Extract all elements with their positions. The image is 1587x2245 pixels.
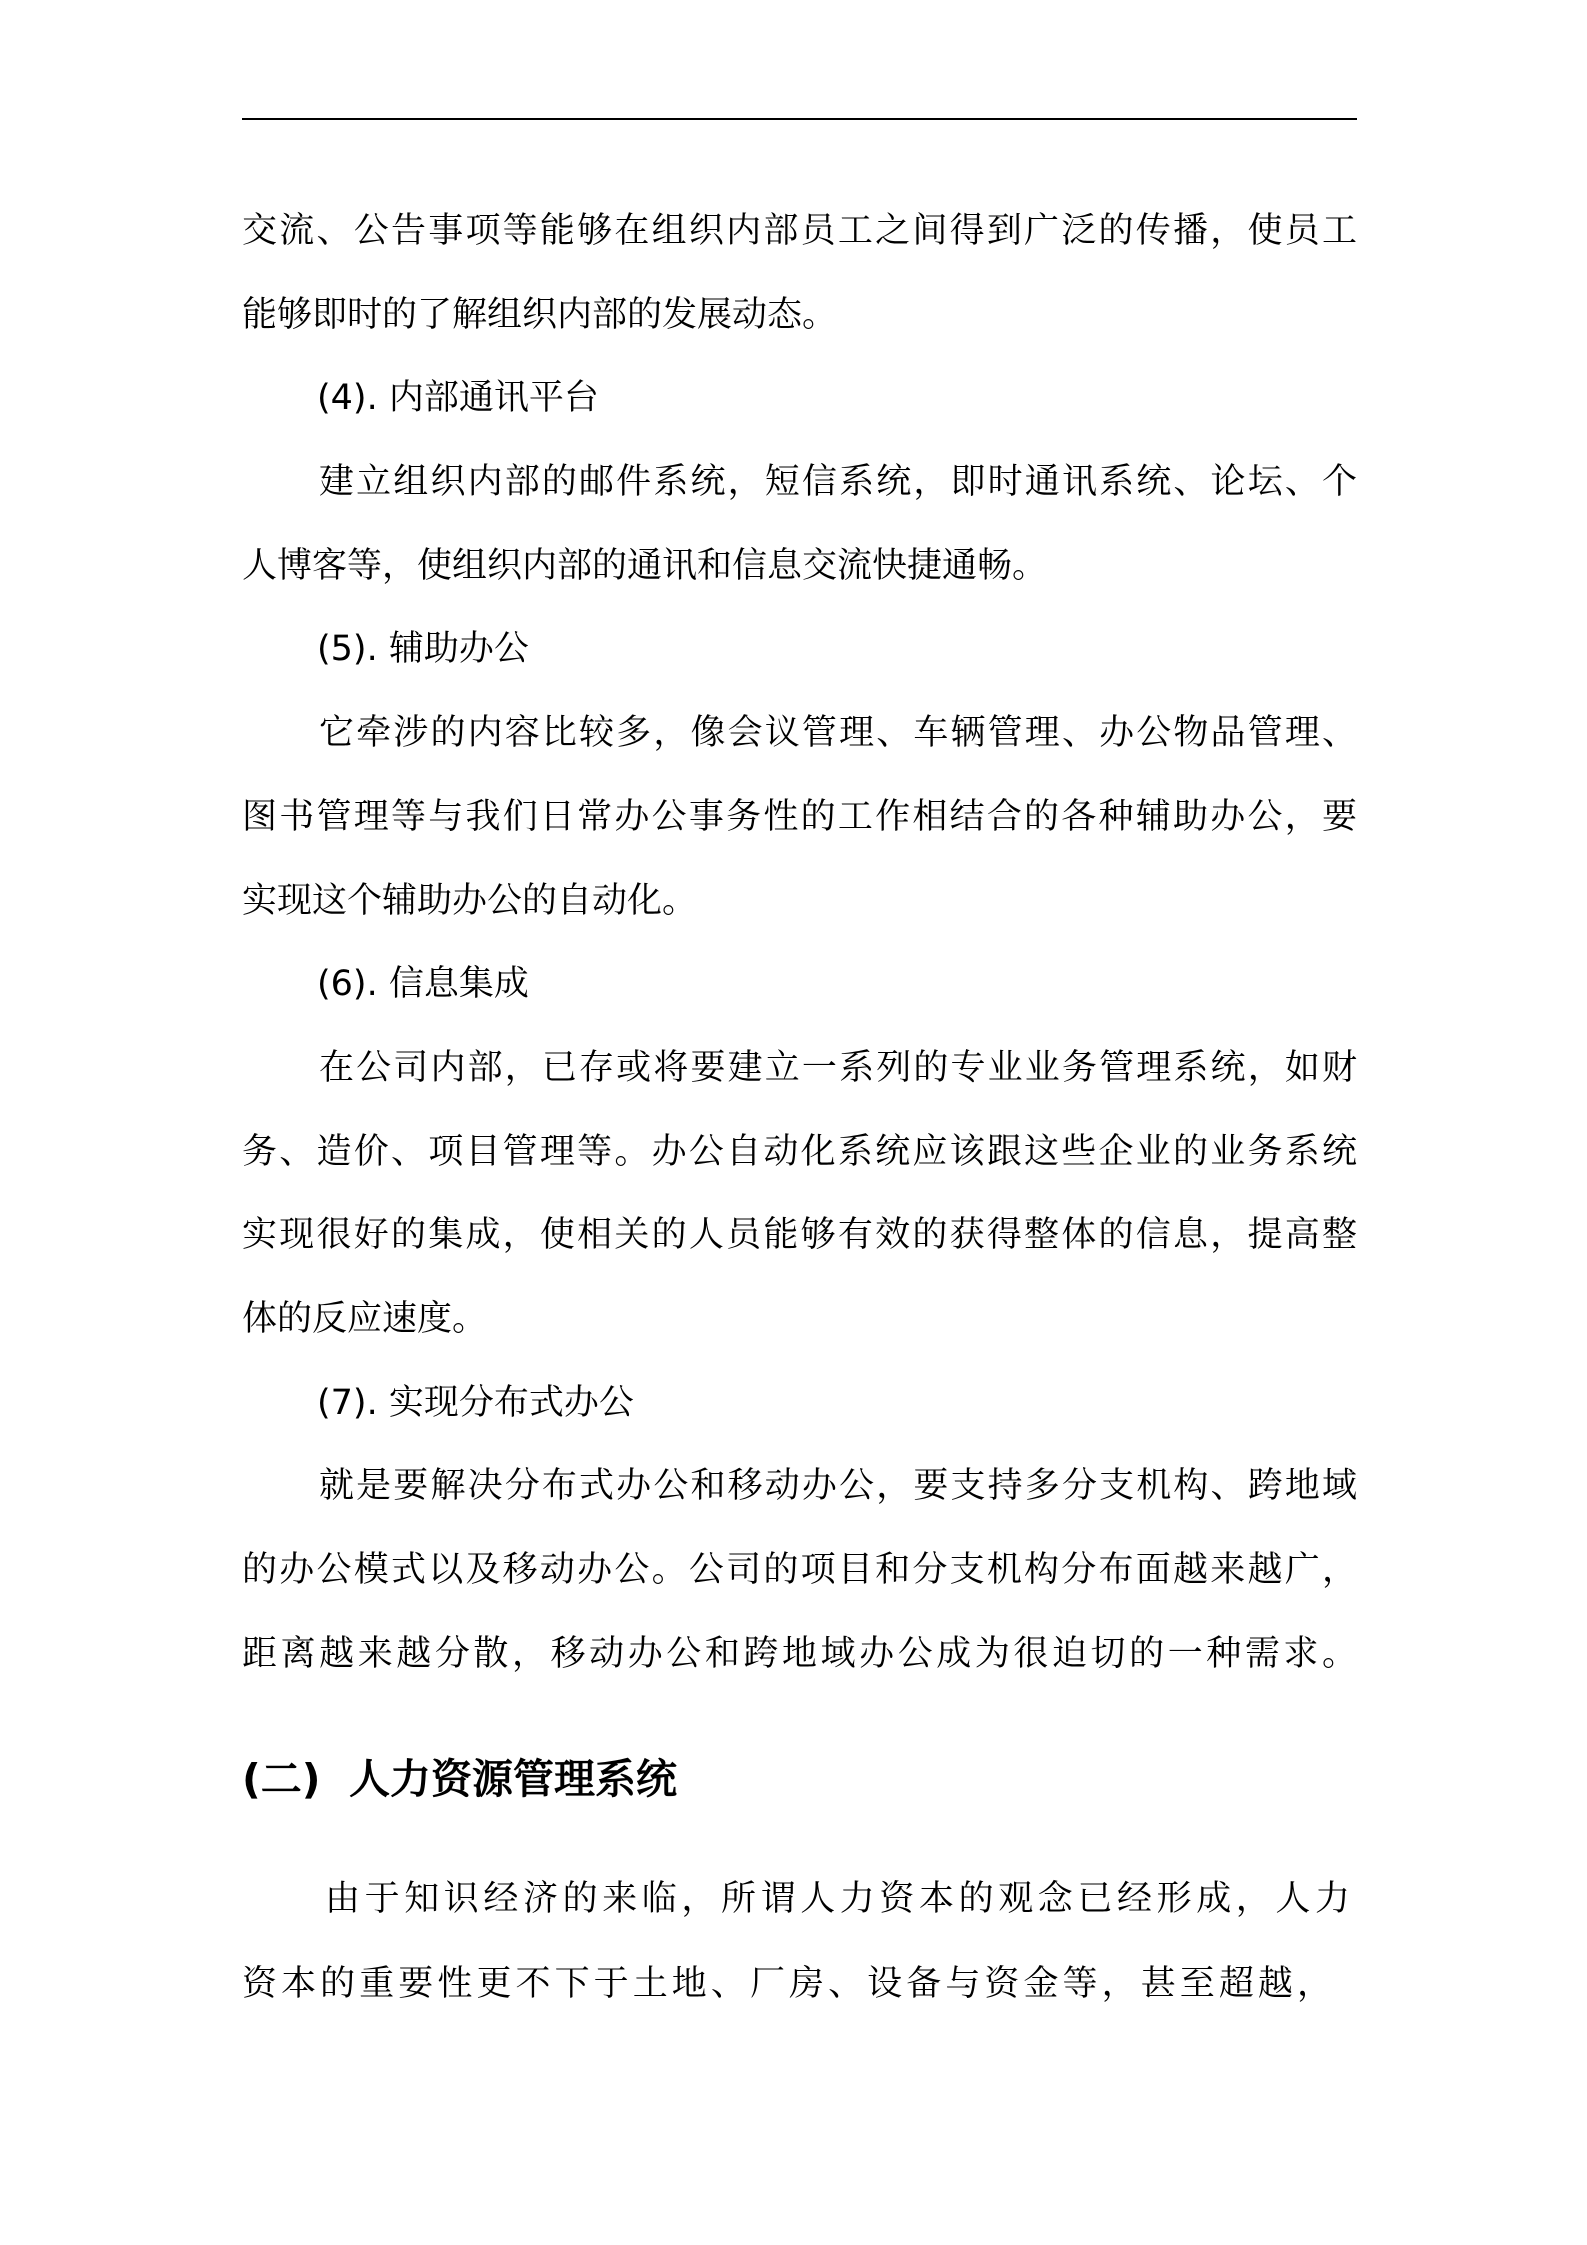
text-line: 体的反应速度。: [242, 1299, 488, 1339]
text-line: 图书管理等与我们日常办公事务性的工作相结合的各种辅助办公，要: [242, 797, 1357, 837]
text-line: 实现这个辅助办公的自动化。: [242, 881, 698, 921]
list-item-heading: (4). 内部通讯平台: [317, 378, 599, 418]
text-line: 实现很好的集成，使相关的人员能够有效的获得整体的信息，提高整: [242, 1215, 1357, 1255]
section-heading: (二) 人力资源管理系统: [242, 1755, 678, 1803]
text-line: 距离越来越分散，移动办公和跨地域办公成为很迫切的一种需求。: [242, 1634, 1357, 1674]
text-line: 的办公模式以及移动办公。公司的项目和分支机构分布面越来越广，: [242, 1550, 1357, 1590]
text-line: 人博客等，使组织内部的通讯和信息交流快捷通畅。: [242, 546, 1048, 586]
text-line: 就是要解决分布式办公和移动办公，要支持多分支机构、跨地域: [319, 1466, 1357, 1506]
list-item-heading: (5). 辅助办公: [317, 629, 529, 669]
header-rule: [242, 118, 1357, 120]
text-line: 交流、公告事项等能够在组织内部员工之间得到广泛的传播，使员工: [242, 211, 1357, 251]
list-item-heading: (7). 实现分布式办公: [317, 1383, 634, 1423]
text-line: 资本的重要性更不下于土地、厂房、设备与资金等，甚至超越，: [242, 1964, 1332, 2004]
list-item-heading: (6). 信息集成: [317, 964, 529, 1004]
text-line: 它牵涉的内容比较多，像会议管理、车辆管理、办公物品管理、: [319, 713, 1357, 753]
text-line: 务、造价、项目管理等。办公自动化系统应该跟这些企业的业务系统: [242, 1132, 1357, 1172]
text-line: 由于知识经济的来临，所谓人力资本的观念已经形成，人力: [325, 1879, 1350, 1919]
text-line: 在公司内部，已存或将要建立一系列的专业业务管理系统，如财: [319, 1048, 1357, 1088]
text-line: 能够即时的了解组织内部的发展动态。: [242, 295, 838, 335]
text-line: 建立组织内部的邮件系统，短信系统，即时通讯系统、论坛、个: [319, 462, 1357, 502]
